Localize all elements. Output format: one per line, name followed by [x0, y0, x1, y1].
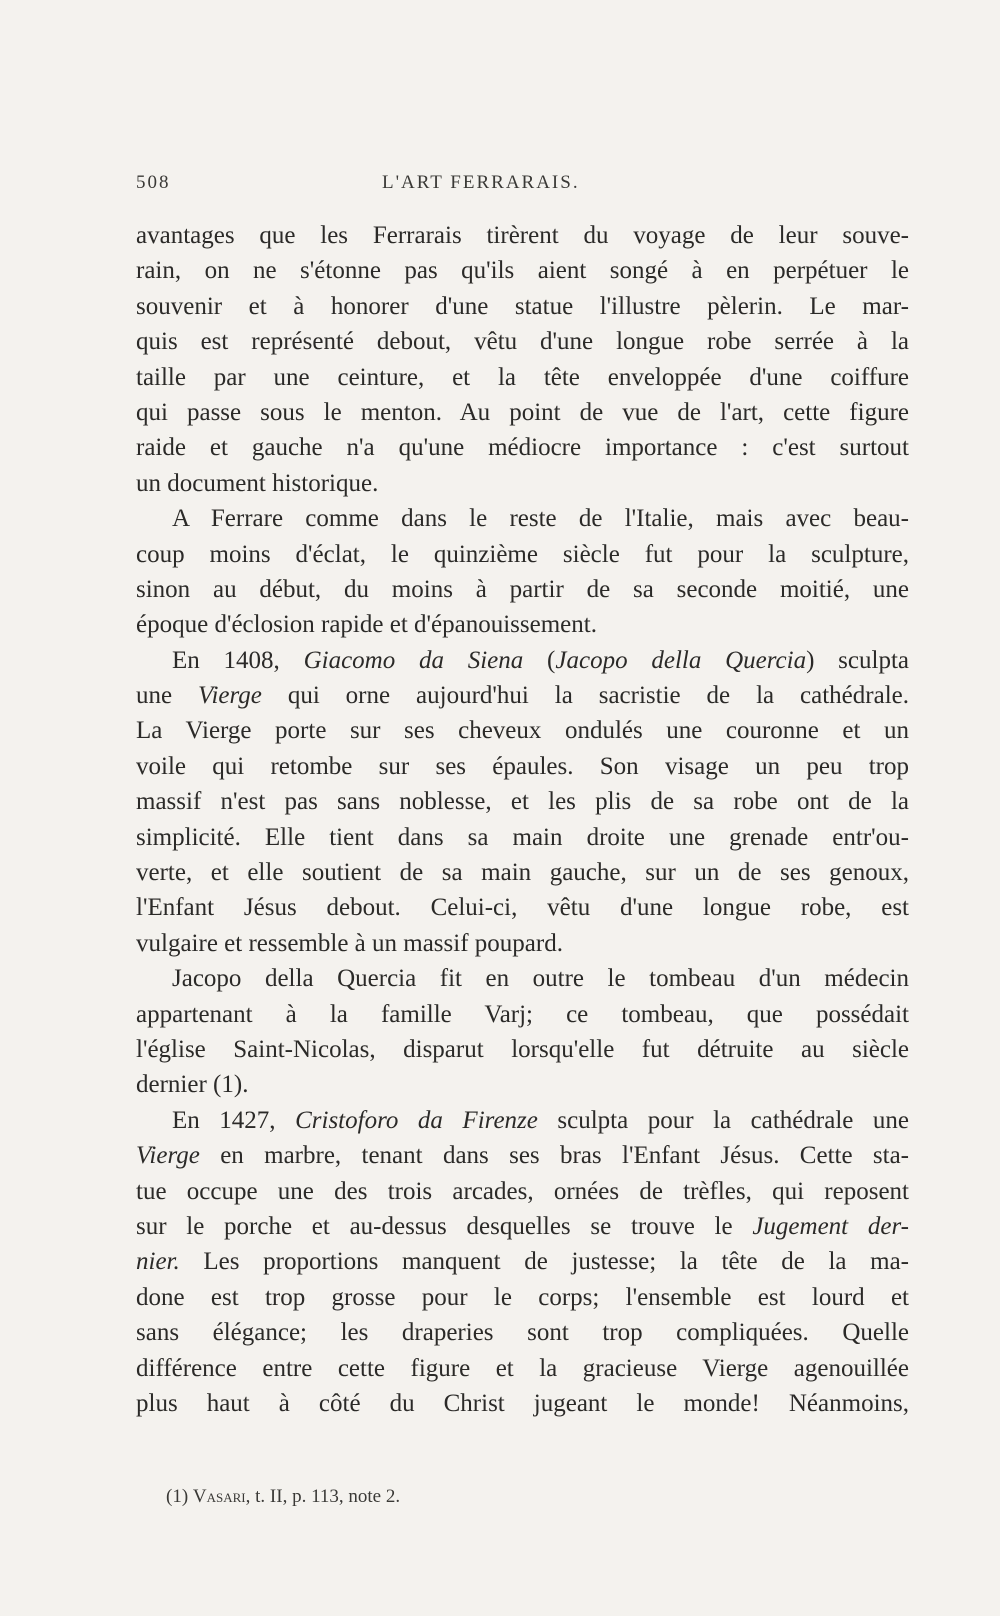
text-run: raide et gauche n'a qu'une médiocre importance : c'est surtout [136, 434, 909, 462]
italic-text: nier. [136, 1248, 180, 1276]
text-run: simplicité. Elle tient dans sa main droite une grenade entr'ou- [136, 823, 909, 851]
text-run: La Vierge porte sur ses cheveux ondulés une couronne et un [136, 717, 909, 745]
italic-text: Jugement der- [752, 1212, 909, 1240]
page-number: 508 [136, 172, 171, 193]
text-line [136, 784, 909, 819]
text-line [136, 961, 909, 996]
text-line [136, 1244, 909, 1279]
text-run: A Ferrare comme dans le reste de l'Italie, mais avec beau- [172, 505, 909, 533]
footnote-author: Vasari [192, 1486, 246, 1507]
text-run: sculpta pour la cathédrale une [537, 1106, 909, 1134]
italic-text: Vierge [198, 682, 262, 710]
text-line [136, 1351, 909, 1386]
text-line [136, 360, 909, 395]
text-line [136, 466, 909, 501]
text-run: verte, et elle soutient de sa main gauche, sur un de ses genoux, [136, 859, 909, 887]
text-line [136, 572, 909, 607]
text-run: Les proportions manquent de justesse; la tête de la ma- [179, 1248, 909, 1276]
italic-text: Giacomo da Siena [303, 646, 524, 674]
text-run: un document historique. [136, 469, 379, 497]
text-line [136, 289, 909, 324]
footnote [166, 1486, 400, 1508]
footnote-marker: (1) [166, 1486, 193, 1507]
italic-text: Cristoforo da Firenze [295, 1106, 538, 1134]
text-run: l'église Saint-Nicolas, disparut lorsqu'elle fut détruite au siècle [136, 1035, 909, 1063]
text-line [136, 678, 909, 713]
italic-text: Jacopo della Quercia [555, 646, 807, 674]
text-run: Jacopo della Quercia fit en outre le tombeau d'un médecin [172, 965, 909, 993]
text-line [136, 1032, 909, 1067]
text-run: dernier (1). [136, 1071, 249, 1099]
text-run: l'Enfant Jésus debout. Celui-ci, vêtu d'une longue robe, est [136, 894, 909, 922]
text-run: sans élégance; les draperies sont trop compliquées. Quelle [136, 1319, 909, 1347]
text-run: ) sculpta [806, 646, 909, 674]
text-run: une [136, 682, 199, 710]
text-line [136, 218, 909, 253]
text-line [136, 926, 909, 961]
text-line [136, 1067, 909, 1102]
text-line [136, 890, 909, 925]
text-line [136, 501, 909, 536]
text-run: avantages que les Ferrarais tirèrent du voyage de leur souve- [136, 222, 909, 249]
text-line [136, 713, 909, 748]
italic-text: Vierge [136, 1142, 200, 1170]
text-run: tue occupe une des trois arcades, ornées de trèfles, qui reposent [136, 1177, 909, 1205]
text-line [136, 749, 909, 784]
text-run: taille par une ceinture, et la tête enveloppée d'une coiffure [136, 363, 909, 391]
text-run: voile qui retombe sur ses épaules. Son visage un peu trop [136, 752, 909, 780]
text-line [136, 537, 909, 572]
text-line [136, 1209, 909, 1244]
text-line [136, 997, 909, 1032]
text-run: done est trop grosse pour le corps; l'ensemble est lourd et [136, 1283, 909, 1311]
text-run: rain, on ne s'étonne pas qu'ils aient songé à en perpétuer le [136, 257, 909, 285]
text-run: En 1408, [172, 646, 304, 674]
text-run: massif n'est pas sans noblesse, et les plis de sa robe ont de la [136, 788, 909, 816]
text-run: souvenir et à honorer d'une statue l'illustre pèlerin. Le mar- [136, 292, 909, 320]
text-run: appartenant à la famille Varj; ce tombeau, que possédait [136, 1000, 909, 1028]
text-line [136, 1138, 909, 1173]
text-run: époque d'éclosion rapide et d'épanouissement. [136, 611, 597, 639]
text-run: différence entre cette figure et la gracieuse Vierge agenouillée [136, 1354, 909, 1382]
text-line [136, 643, 909, 678]
text-run: qui passe sous le menton. Au point de vue de l'art, cette figure [136, 398, 909, 426]
text-line [136, 1174, 909, 1209]
text-line [136, 820, 909, 855]
text-run: quis est représenté debout, vêtu d'une longue robe serrée à la [136, 328, 909, 356]
text-line [136, 324, 909, 359]
text-line [136, 430, 909, 465]
text-run: En 1427, [172, 1106, 296, 1134]
text-line [136, 855, 909, 890]
text-run: sinon au début, du moins à partir de sa seconde moitié, une [136, 575, 909, 603]
text-line [136, 1280, 909, 1315]
text-run: plus haut à côté du Christ jugeant le monde! Néanmoins, [136, 1389, 909, 1417]
text-run: ( [523, 646, 556, 674]
footnote-reference: , t. II, p. 113, note 2. [245, 1486, 401, 1507]
body-text [136, 218, 909, 1421]
text-run: coup moins d'éclat, le quinzième siècle fut pour la sculpture, [136, 540, 909, 568]
text-line [136, 395, 909, 430]
text-run: sur le porche et au-dessus desquelles se trouve le [136, 1212, 753, 1240]
running-title: L'ART FERRARAIS. [382, 172, 580, 193]
text-line [136, 607, 909, 642]
text-line [136, 253, 909, 288]
text-line [136, 1103, 909, 1138]
text-run: en marbre, tenant dans ses bras l'Enfant Jésus. Cette sta- [199, 1142, 909, 1170]
text-line [136, 1386, 909, 1421]
text-run: qui orne aujourd'hui la sacristie de la cathédrale. [261, 682, 909, 710]
text-line [136, 1315, 909, 1350]
text-run: vulgaire et ressemble à un massif poupard. [136, 929, 563, 957]
